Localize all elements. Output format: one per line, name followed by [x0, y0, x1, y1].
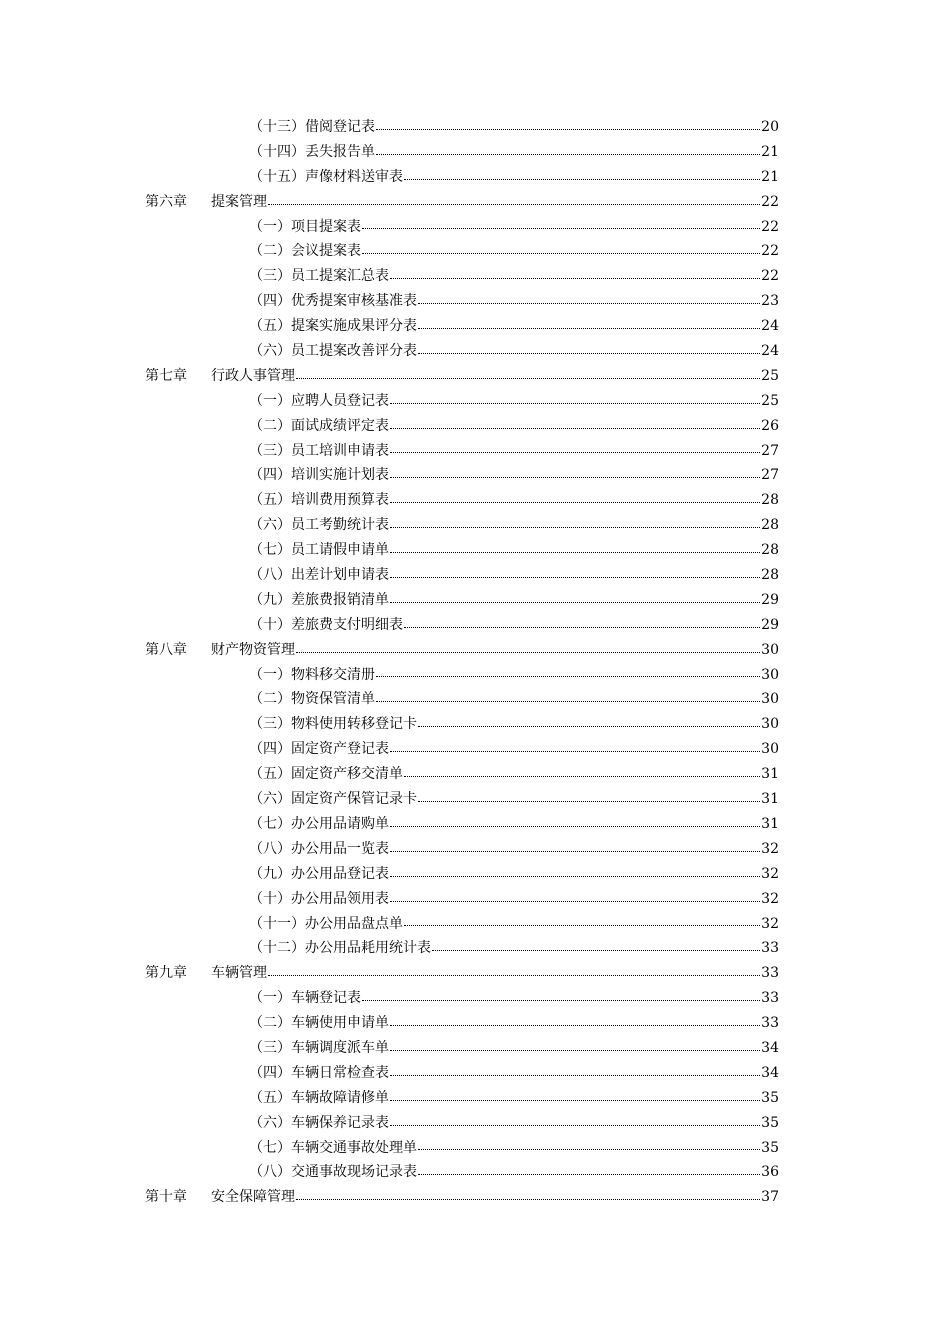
toc-page-number: 30 [761, 741, 779, 758]
dot-leader [390, 277, 760, 279]
toc-entry-title: （九）差旅费报销清单 [249, 591, 389, 608]
toc-entry-title: （八）交通事故现场记录表 [249, 1164, 417, 1181]
toc-entry-title: （十三）借阅登记表 [249, 119, 375, 135]
toc-entry-title: 财产物资管理 [211, 641, 295, 658]
dot-leader [404, 924, 760, 926]
toc-page-number: 27 [761, 442, 779, 459]
toc-item-entry[interactable] [145, 737, 779, 762]
toc-chapter-entry[interactable] [145, 364, 779, 389]
toc-entry-title: （十）办公用品领用表 [249, 890, 389, 907]
toc-page-number: 23 [761, 293, 779, 310]
dot-leader [390, 1099, 760, 1101]
toc-page-number: 31 [761, 791, 779, 808]
dot-leader [418, 800, 760, 802]
toc-item-entry[interactable] [145, 513, 779, 538]
toc-page-number: 24 [761, 343, 779, 360]
dot-leader [390, 476, 760, 478]
dot-leader [390, 451, 760, 453]
toc-page-number: 31 [761, 815, 779, 832]
toc-item-entry[interactable] [145, 165, 779, 190]
toc-page-number: 30 [761, 641, 779, 658]
toc-entry-title: （二）物资保管清单 [249, 691, 375, 708]
chapter-number: 第八章 [145, 641, 187, 658]
toc-entry-title: （八）出差计划申请表 [249, 567, 389, 584]
dot-leader [418, 1173, 760, 1175]
toc-page-number: 22 [761, 218, 779, 235]
toc-chapter-entry[interactable] [145, 1185, 779, 1210]
toc-entry-title: （九）办公用品登记表 [249, 865, 389, 882]
toc-entry-title: （四）优秀提案审核基准表 [249, 293, 417, 310]
toc-entry-title: 提案管理 [211, 193, 267, 210]
dot-leader [418, 302, 760, 304]
toc-entry-title: （十四）丢失报告单 [249, 143, 375, 160]
dot-leader [390, 825, 760, 827]
toc-item-entry[interactable] [145, 663, 779, 688]
toc-page-number: 30 [761, 666, 779, 683]
toc-item-entry[interactable] [145, 140, 779, 165]
toc-page-number: 29 [761, 591, 779, 608]
toc-page-number: 33 [761, 1015, 779, 1032]
toc-entry-title: （四）培训实施计划表 [249, 467, 389, 484]
toc-page-number: 22 [761, 268, 779, 285]
toc-item-entry[interactable] [145, 314, 779, 339]
toc-page-number: 32 [761, 890, 779, 907]
toc-item-entry[interactable] [145, 812, 779, 837]
toc-entry-title: （五）车辆故障请修单 [249, 1089, 389, 1106]
toc-entry-title: （三）员工提案汇总表 [249, 268, 389, 285]
toc-page-number: 32 [761, 865, 779, 882]
toc-page-number: 32 [761, 915, 779, 932]
dot-leader [362, 227, 760, 229]
dot-leader [390, 402, 760, 404]
toc-entry-title: （二）会议提案表 [249, 243, 361, 260]
toc-page-number: 35 [761, 1114, 779, 1131]
dot-leader [296, 1198, 760, 1200]
toc-item-entry[interactable] [145, 289, 779, 314]
toc-item-entry[interactable] [145, 1036, 779, 1061]
toc-item-entry[interactable] [145, 414, 779, 439]
toc-item-entry[interactable] [145, 887, 779, 912]
toc-item-entry[interactable] [145, 762, 779, 787]
dot-leader [376, 700, 760, 702]
toc-entry-title: （七）员工请假申请单 [249, 542, 389, 559]
dot-leader [390, 1024, 760, 1026]
toc-page-number: 22 [761, 193, 779, 210]
toc-entry-title: （七）办公用品请购单 [249, 815, 389, 832]
toc-item-entry[interactable] [145, 215, 779, 240]
toc-item-entry[interactable] [145, 712, 779, 737]
toc-page-number: 25 [761, 367, 779, 384]
toc-page-number: 25 [761, 392, 779, 409]
toc-entry-title: （五）培训费用预算表 [249, 492, 389, 509]
toc-item-entry[interactable] [145, 389, 779, 414]
chapter-number: 第七章 [145, 367, 187, 384]
dot-leader [418, 352, 760, 354]
toc-item-entry[interactable] [145, 439, 779, 464]
dot-leader [362, 999, 760, 1001]
toc-page-number: 30 [761, 691, 779, 708]
toc-page-number: 22 [761, 243, 779, 260]
toc-entry-title: （十）差旅费支付明细表 [249, 616, 403, 633]
dot-leader [390, 875, 760, 877]
toc-item-entry[interactable] [145, 563, 779, 588]
toc-item-entry[interactable] [145, 239, 779, 264]
dot-leader [390, 1049, 760, 1051]
toc-entry-title: （六）固定资产保管记录卡 [249, 791, 417, 808]
toc-entry-title: （五）提案实施成果评分表 [249, 318, 417, 335]
dot-leader [390, 1074, 760, 1076]
toc-item-entry[interactable] [145, 1136, 779, 1161]
dot-leader [418, 725, 760, 727]
dot-leader [432, 949, 760, 951]
dot-leader [390, 576, 760, 578]
toc-page-number: 28 [761, 567, 779, 584]
toc-entry-title: （六）车辆保养记录表 [249, 1114, 389, 1131]
toc-item-entry[interactable] [145, 538, 779, 563]
toc-page-number: 26 [761, 417, 779, 434]
toc-page-number: 28 [761, 542, 779, 559]
dot-leader [404, 178, 760, 180]
toc-page-number: 27 [761, 467, 779, 484]
dot-leader [362, 252, 760, 254]
dot-leader [418, 1148, 760, 1150]
toc-item-entry[interactable] [145, 339, 779, 364]
toc-entry-title: 行政人事管理 [211, 367, 295, 384]
toc-entry-title: （二）车辆使用申请单 [249, 1015, 389, 1032]
toc-entry-title: （十五）声像材料送审表 [249, 168, 403, 185]
toc-item-entry[interactable] [145, 1086, 779, 1111]
dot-leader [404, 626, 760, 628]
dot-leader [376, 675, 760, 677]
toc-item-entry[interactable] [145, 936, 779, 961]
toc-entry-title: （一）物料移交清册 [249, 666, 375, 683]
dot-leader [390, 526, 760, 528]
dot-leader [390, 601, 760, 603]
toc-page-number: 36 [761, 1164, 779, 1181]
dot-leader [296, 377, 760, 379]
toc-entry-title: （一）应聘人员登记表 [249, 392, 389, 409]
toc-entry-title: （八）办公用品一览表 [249, 840, 389, 857]
toc-item-entry[interactable] [145, 1160, 779, 1185]
toc-chapter-entry[interactable] [145, 961, 779, 986]
toc-page-number: 29 [761, 616, 779, 633]
toc-entry-title: （四）固定资产登记表 [249, 741, 389, 758]
chapter-number: 第六章 [145, 193, 187, 210]
toc-entry-title: （二）面试成绩评定表 [249, 417, 389, 434]
toc-chapter-entry[interactable] [145, 638, 779, 663]
toc-item-entry[interactable] [145, 862, 779, 887]
toc-item-entry[interactable] [145, 986, 779, 1011]
toc-entry-title: （六）员工考勤统计表 [249, 517, 389, 534]
toc-item-entry[interactable] [145, 488, 779, 513]
toc-page-number: 37 [761, 1189, 779, 1206]
toc-entry-title: （五）固定资产移交清单 [249, 766, 403, 783]
dot-leader [296, 651, 760, 653]
toc-item-entry[interactable] [145, 787, 779, 812]
toc-entry-title: （三）物料使用转移登记卡 [249, 716, 417, 733]
toc-page-number: 35 [761, 1139, 779, 1156]
dot-leader [268, 203, 760, 205]
dot-leader [390, 850, 760, 852]
toc-page-number: 20 [761, 119, 779, 135]
chapter-number: 第九章 [145, 965, 187, 982]
toc-page-number: 34 [761, 1064, 779, 1081]
toc-item-entry[interactable] [145, 463, 779, 488]
dot-leader [404, 775, 760, 777]
toc-page-number: 34 [761, 1039, 779, 1056]
dot-leader [418, 327, 760, 329]
toc-chapter-entry[interactable] [145, 190, 779, 215]
dot-leader [390, 1124, 760, 1126]
toc-page-number: 21 [761, 168, 779, 185]
toc-item-entry[interactable] [145, 588, 779, 613]
table-of-contents [145, 115, 779, 1210]
toc-page-number: 24 [761, 318, 779, 335]
toc-item-entry[interactable] [145, 264, 779, 289]
toc-item-entry[interactable] [145, 1011, 779, 1036]
toc-page-number: 31 [761, 766, 779, 783]
dot-leader [268, 974, 760, 976]
toc-entry-title: （三）员工培训申请表 [249, 442, 389, 459]
toc-page-number: 21 [761, 143, 779, 160]
toc-item-entry[interactable] [145, 613, 779, 638]
dot-leader [390, 900, 760, 902]
dot-leader [376, 128, 760, 130]
dot-leader [390, 750, 760, 752]
toc-item-entry[interactable] [145, 687, 779, 712]
dot-leader [390, 427, 760, 429]
toc-page-number: 33 [761, 990, 779, 1007]
toc-page-number: 33 [761, 940, 779, 957]
toc-entry-title: （十二）办公用品耗用统计表 [249, 940, 431, 957]
dot-leader [390, 551, 760, 553]
toc-page-number: 32 [761, 840, 779, 857]
toc-entry-title: （七）车辆交通事故处理单 [249, 1139, 417, 1156]
toc-page-number: 33 [761, 965, 779, 982]
dot-leader [376, 153, 760, 155]
toc-entry-title: 安全保障管理 [211, 1189, 295, 1206]
toc-entry-title: （六）员工提案改善评分表 [249, 343, 417, 360]
toc-item-entry[interactable] [145, 1111, 779, 1136]
toc-item-entry[interactable] [145, 1061, 779, 1086]
toc-entry-title: （一）项目提案表 [249, 218, 361, 235]
toc-page-number: 30 [761, 716, 779, 733]
toc-entry-title: （十一）办公用品盘点单 [249, 915, 403, 932]
chapter-number: 第十章 [145, 1189, 187, 1206]
toc-page-number: 28 [761, 517, 779, 534]
toc-item-entry[interactable] [145, 912, 779, 937]
toc-entry-title: （四）车辆日常检查表 [249, 1064, 389, 1081]
toc-entry-title: （一）车辆登记表 [249, 990, 361, 1007]
toc-page-number: 28 [761, 492, 779, 509]
toc-page-number: 35 [761, 1089, 779, 1106]
toc-item-entry[interactable] [145, 115, 779, 140]
toc-entry-title: 车辆管理 [211, 965, 267, 982]
toc-item-entry[interactable] [145, 837, 779, 862]
toc-entry-title: （三）车辆调度派车单 [249, 1039, 389, 1056]
dot-leader [390, 501, 760, 503]
